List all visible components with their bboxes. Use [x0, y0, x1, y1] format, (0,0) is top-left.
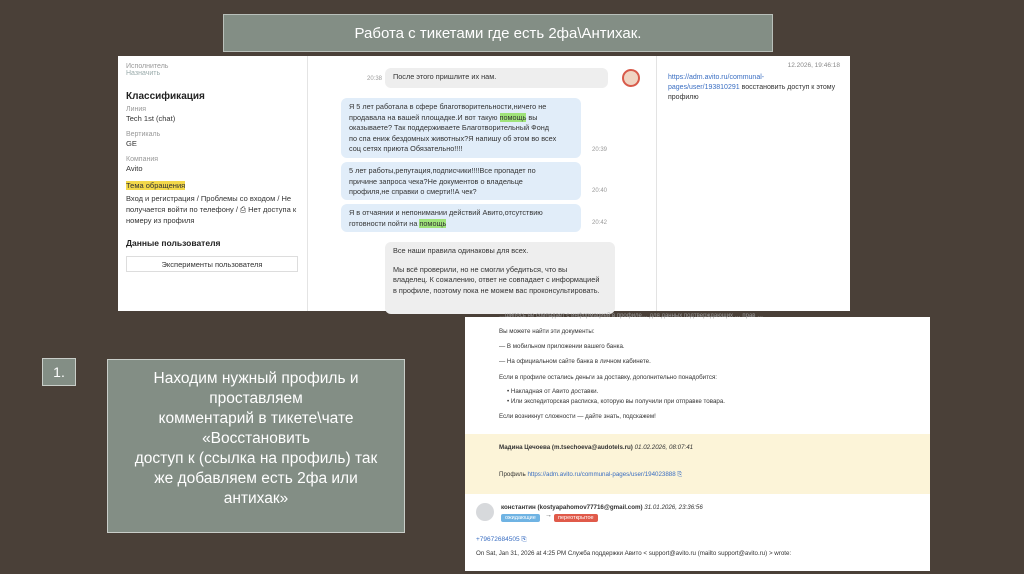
- message-line: 5 лет работы,репутация,подписчики!!!!Все пропадет по: [349, 166, 536, 175]
- sender-name: константин (kostyapahomov77716@gmail.com): [501, 504, 643, 511]
- note-profile-line: Профиль https://adm.avito.ru/communal-pages/user/194023888 ⎘: [499, 471, 683, 478]
- message-text: После этого пришлите их нам.: [393, 72, 497, 81]
- message-line: готовности пойти на помощь: [349, 218, 447, 228]
- status-arrow-icon: →: [545, 512, 552, 519]
- phone-link[interactable]: +79672684505 ⎘: [476, 536, 527, 543]
- chat-thread: [309, 56, 656, 311]
- description-line: же добавляем есть 2фа или: [154, 470, 358, 487]
- note-author: Мадина Цечоева (m.tsechoeva@audotels.ru): [499, 444, 633, 451]
- user-message: [341, 204, 581, 232]
- topic-label: Тема обращения: [126, 181, 186, 190]
- user-message: [341, 98, 581, 158]
- description-line: антихак»: [223, 490, 289, 507]
- email-line: • Накладная от Авито доставки.: [507, 388, 599, 395]
- comment-date: 12.2026, 19:46:18: [787, 62, 840, 69]
- message-line: причине запроса чека?Не документов о владельце: [349, 176, 523, 186]
- comment-text: https://adm.avito.ru/communal- pages/user/193810291 восстановить доступ к этому профилю: [668, 74, 836, 101]
- vertical-label: Вертикаль: [126, 131, 161, 138]
- description-line: доступ к (ссылка на профиль) так: [134, 450, 378, 467]
- highlight-word: помощь: [499, 112, 527, 122]
- executor-label: Исполнитель: [126, 63, 169, 70]
- message-line: Я в отчаянии и непонимании действий Авито,отсутствию: [349, 208, 543, 217]
- email-line: — На официальном сайте банка в личном кабинете.: [499, 358, 651, 365]
- email-cut-line: …шипось не совпадает с информацией в профиле… для данных подтверждающих … прав …: [499, 313, 764, 319]
- note-date: 01.02.2026, 08:07:41: [632, 444, 694, 451]
- note-author-line: [499, 444, 693, 451]
- message-time: 20:39: [592, 147, 608, 153]
- user-message: [341, 162, 581, 200]
- step-number: 1.: [42, 358, 76, 386]
- message-line: оказываете? Так поддерживаете Благотворительный Фонд: [349, 123, 550, 132]
- classification-heading: Классификация: [126, 91, 205, 102]
- message-line: Все наши правила одинаковы для всех.: [393, 246, 529, 255]
- highlight-word: помощь: [419, 218, 447, 228]
- sender-line: [501, 504, 703, 511]
- vertical-value[interactable]: GE: [126, 139, 137, 148]
- internal-note: [465, 434, 930, 494]
- ticket-sidebar: [118, 56, 308, 311]
- line-label: Линия: [126, 106, 147, 113]
- company-label: Компания: [126, 156, 159, 163]
- agent-message: [385, 68, 608, 88]
- email-line: • Или экспедиторская расписка, которую вы получили при отправке товара.: [507, 398, 725, 405]
- status-to-badge: переоткрытое: [554, 514, 598, 522]
- message-line: по спа ениж бездомных животных?Я напишу об этом во всех: [349, 133, 557, 143]
- description-line: «Восстановить: [202, 430, 310, 447]
- line-value[interactable]: Tech 1st (chat): [126, 114, 176, 123]
- email-screenshot: [465, 313, 930, 571]
- sender-date: 31.01.2026, 23:36:56: [642, 504, 703, 511]
- comment-panel: [658, 56, 850, 311]
- topic-value-line: номеру из профиля: [126, 216, 195, 225]
- user-experiments-button[interactable]: Эксперименты пользователя: [126, 256, 298, 272]
- status-from-badge: ожидающие: [501, 514, 540, 522]
- message-line: соц сетях приюта Обязательно!!!!: [349, 144, 463, 153]
- message-time: 20:38: [367, 76, 383, 82]
- message-line: продавала на вашей площадке.И вот такую помощь вы: [349, 112, 538, 122]
- topic-value-line: Вход и регистрация / Проблемы со входом / Не: [126, 194, 292, 203]
- email-line: Вы можете найти эти документы:: [499, 328, 595, 335]
- message-line: Мы всё проверили, но не смогли убедиться, что вы: [393, 264, 568, 274]
- description-line: Находим нужный профиль и: [153, 370, 359, 387]
- topic-value-line: получается войти по телефону / ⎙ Нет доступа к: [126, 205, 297, 214]
- quoted-header: On Sat, Jan 31, 2026 at 4:25 PM Служба поддержки Авито < support@avito.ru (mailto support@avito.ru) > wrote:: [476, 550, 792, 557]
- message-time: 20:42: [592, 220, 608, 226]
- sender-avatar: [476, 503, 494, 521]
- step-description: [107, 359, 405, 533]
- company-value[interactable]: Avito: [126, 164, 143, 173]
- agent-avatar: [622, 69, 640, 87]
- description-line: комментарий в тикете\чате: [158, 410, 354, 427]
- assign-link[interactable]: Назначить: [126, 70, 161, 77]
- email-line: — В мобильном приложении вашего банка.: [499, 343, 625, 350]
- profile-link[interactable]: https://adm.avito.ru/communal-: [668, 74, 765, 81]
- email-line: Если возникнут сложности — дайте знать, подскажем!: [499, 413, 656, 420]
- message-time: 20:40: [592, 188, 608, 194]
- message-line: владелец. К сожалению, ответ не совпадает с информацией: [393, 275, 600, 284]
- user-data-heading: Данные пользователя: [126, 238, 221, 248]
- divider: [656, 56, 657, 311]
- profile-link[interactable]: pages/user/193810291: [668, 84, 740, 91]
- ticket-screenshot: [118, 56, 850, 311]
- slide-title: Работа с тикетами где есть 2фа\Антихак.: [223, 14, 773, 52]
- message-line: профиля,не справки о смерти!!А чек?: [349, 187, 477, 196]
- note-profile-link[interactable]: https://adm.avito.ru/communal-pages/user/194023888 ⎘: [527, 471, 683, 478]
- message-line: в профиле, поэтому пока не можем вас проконсультировать.: [393, 285, 600, 295]
- message-line: Я 5 лет работала в сфере благотворительности,ничего не: [349, 102, 547, 111]
- email-line: Если в профиле остались деньги за доставку, дополнительно понадобится:: [499, 374, 718, 381]
- agent-message: [385, 242, 615, 314]
- description-line: проставляем: [209, 390, 303, 407]
